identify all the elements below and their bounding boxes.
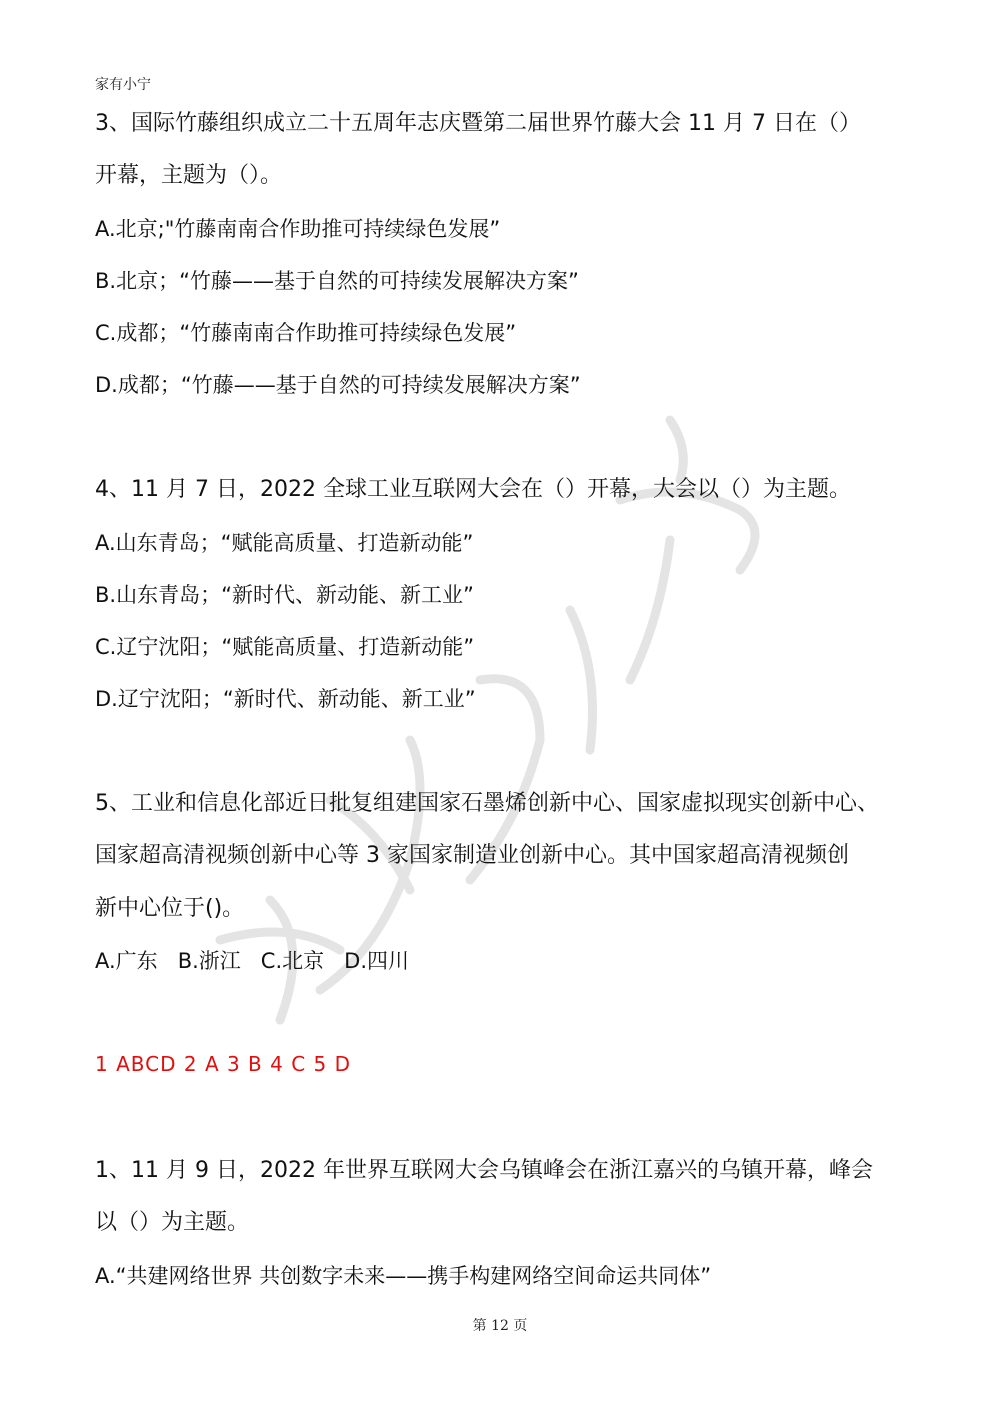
question-5-stem-line-2: 国家超高清视频创新中心等 3 家国家制造业创新中心。其中国家超高清视频创 bbox=[95, 843, 849, 868]
question-3-option-c: C.成都；“竹藤南南合作助推可持续绿色发展” bbox=[95, 321, 517, 345]
question-3-option-d: D.成都；“竹藤——基于自然的可持续发展解决方案” bbox=[95, 373, 581, 397]
question-4-option-c: C.辽宁沈阳；“赋能高质量、打造新动能” bbox=[95, 635, 475, 659]
question-1-stem-line-1: 1、11 月 9 日，2022 年世界互联网大会乌镇峰会在浙江嘉兴的乌镇开幕，峰会 bbox=[95, 1158, 873, 1183]
question-1-stem-line-2: 以（）为主题。 bbox=[95, 1210, 250, 1235]
question-5-stem-line-1: 5、工业和信息化部近日批复组建国家石墨烯创新中心、国家虚拟现实创新中心、 bbox=[95, 791, 879, 816]
answer-key: 1 ABCD 2 A 3 B 4 C 5 D bbox=[95, 1052, 352, 1076]
page-number: 第 12 页 bbox=[472, 1318, 528, 1334]
question-5-options: A.广东 B.浙江 C.北京 D.四川 bbox=[95, 949, 410, 973]
question-3-stem-line-2: 开幕，主题为（）。 bbox=[95, 163, 283, 188]
question-1-option-a: A.“共建网络世界 共创数字未来——携手构建网络空间命运共同体” bbox=[95, 1264, 712, 1288]
question-5-stem-line-3: 新中心位于()。 bbox=[95, 896, 245, 921]
question-3-option-a: A.北京;"竹藤南南合作助推可持续绿色发展” bbox=[95, 217, 501, 241]
question-3-option-b: B.北京；“竹藤——基于自然的可持续发展解决方案” bbox=[95, 269, 579, 293]
question-4-option-d: D.辽宁沈阳；“新时代、新动能、新工业” bbox=[95, 687, 476, 711]
header-label: 家有小宁 bbox=[95, 77, 151, 93]
question-4-stem: 4、11 月 7 日，2022 全球工业互联网大会在（）开幕，大会以（）为主题。 bbox=[95, 477, 851, 502]
question-4-option-b: B.山东青岛；“新时代、新动能、新工业” bbox=[95, 583, 474, 607]
question-3-stem-line-1: 3、国际竹藤组织成立二十五周年志庆暨第二届世界竹藤大会 11 月 7 日在（） bbox=[95, 111, 861, 136]
question-4-option-a: A.山东青岛；“赋能高质量、打造新动能” bbox=[95, 531, 474, 555]
